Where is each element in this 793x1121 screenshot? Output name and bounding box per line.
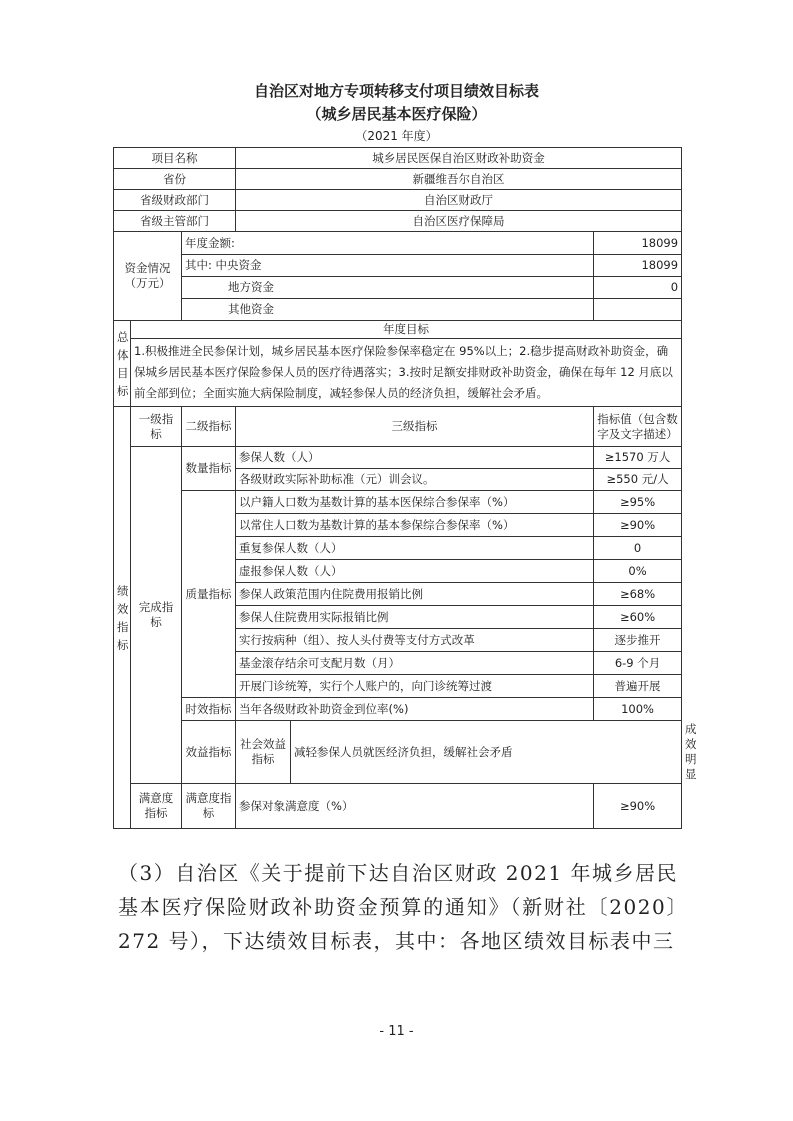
funds-label-line2: （万元） [124,276,171,290]
indicator-value: 逐步推开 [594,629,682,652]
indicator-value: ≥90% [594,784,682,829]
indicator-name: 基金滚存结余可支配月数（月） [236,652,594,675]
indicator-name: 参保人数（人） [236,447,594,469]
table-row [114,698,682,721]
quantity-indicator-label: 数量指标 [182,447,236,491]
document-subtitle: （城乡居民基本医疗保险） [306,105,487,123]
benefit-indicator-label: 效益指标 [182,721,236,784]
performance-indicator-char: 指 [117,619,129,634]
satisfaction-level2-label: 满意度指标 [182,784,236,829]
table-row [114,255,682,277]
funds-label-line1: 资金情况 [124,261,171,275]
local-funds-label: 地方资金 [182,277,594,299]
province-value: 新疆维吾尔自治区 [236,169,682,190]
indicator-value: 100% [594,698,682,721]
indicator-value: 0 [594,537,682,560]
indicator-value: ≥1570 万人 [594,447,682,469]
indicator-value: 0% [594,560,682,583]
table-row [114,277,682,299]
central-funds-value: 18099 [594,255,682,277]
table-row [114,232,682,255]
overall-goal-char: 标 [117,383,129,398]
indicator-name: 实行按病种（组）、按人头付费等支付方式改革 [236,629,594,652]
table-row [114,407,682,447]
overall-goal-char: 体 [117,347,129,362]
page-number: - 11 - [379,1024,414,1039]
indicator-value: 普遍开展 [594,675,682,698]
header-level2: 二级指标 [182,407,236,447]
indicator-name: 参保人政策范围内住院费用报销比例 [236,583,594,606]
header-level1: 一级指标 [131,407,182,447]
admin-dept-value: 自治区医疗保障局 [236,211,682,232]
indicator-name: 参保对象满意度（%） [236,784,594,829]
indicator-value: ≥90% [594,514,682,537]
header-indicator-value: 指标值（包含数字及文字描述） [594,407,682,447]
admin-dept-label: 省级主管部门 [114,211,236,232]
performance-indicator-char: 效 [117,601,129,616]
indicator-name: 开展门诊统筹，实行个人账户的，向门诊统筹过渡 [236,675,594,698]
annual-goal-text: 1.积极推进全民参保计划，城乡居民基本医疗保险参保率稳定在 95%以上；2.稳步提高财政补助资金，确保城乡居民基本医疗保险参保人员的医疗待遇落实；3.按时足额安排财政补助资金，确保在每年 12 月底以前全部到位；全面实施大病保险制度，减轻参保人员的经济负担，缓解社会矛盾。 [131,339,682,407]
performance-indicator-label [114,407,131,829]
table-row [114,169,682,190]
indicator-name: 减轻参保人员就医经济负担，缓解社会矛盾 [291,721,682,784]
indicator-value: 6-9 个月 [594,652,682,675]
header-level3: 三级指标 [236,407,594,447]
funds-label [114,232,182,321]
other-funds-value [594,299,682,321]
indicator-value: ≥68% [594,583,682,606]
overall-goal-char: 目 [117,365,129,380]
table-row [114,148,682,169]
table-row [114,784,682,829]
body-paragraph: （3）自治区《关于提前下达自治区财政 2021 年城乡居民基本医疗保险财政补助资金预算的通知》（新财社〔2020〕272 号），下达绩效目标表，其中：各地区绩效目标表中三 [118,861,678,953]
indicator-name: 各级财政实际补助标准（元）训会议。 [236,469,594,491]
indicator-value: ≥95% [594,491,682,514]
finance-dept-value: 自治区财政厅 [236,190,682,211]
project-name-label: 项目名称 [114,148,236,169]
performance-target-table [113,147,697,829]
quality-indicator-label: 质量指标 [182,491,236,698]
central-funds-label: 其中: 中央资金 [182,255,594,277]
table-row [114,339,682,407]
annual-goal-header: 年度目标 [131,321,682,339]
performance-indicator-char: 绩 [117,583,129,598]
satisfaction-level1-label: 满意度指标 [131,784,182,829]
table-row [114,321,682,339]
performance-indicator-char: 标 [117,637,129,652]
indicator-value: ≥550 元/人 [594,469,682,491]
indicator-name: 以户籍人口数为基数计算的基本医保综合参保率（%） [236,491,594,514]
table-row [114,211,682,232]
social-benefit-label: 社会效益指标 [236,721,291,784]
overall-goal-char: 总 [117,329,129,344]
indicator-name: 虚报参保人数（人） [236,560,594,583]
table-row [114,190,682,211]
timeliness-indicator-label: 时效指标 [182,698,236,721]
annual-amount-value: 18099 [594,232,682,255]
annual-amount-label: 年度金额: [182,232,594,255]
table-row: 效益指标 社会效益指标 减轻参保人员就医经济负担，缓解社会矛盾 成效明显 [114,721,682,784]
overall-goal-label [114,321,131,407]
document-year: （2021 年度） [355,129,438,143]
indicator-name: 以常住人口数为基数计算的基本参保综合参保率（%） [236,514,594,537]
other-funds-label: 其他资金 [182,299,594,321]
document-title: 自治区对地方专项转移支付项目绩效目标表 [253,82,539,100]
indicator-name: 参保人住院费用实际报销比例 [236,606,594,629]
table-row [114,491,682,514]
indicator-name: 重复参保人数（人） [236,537,594,560]
indicator-name: 当年各级财政补助资金到位率(%) [236,698,594,721]
local-funds-value: 0 [594,277,682,299]
table-row [114,299,682,321]
finance-dept-label: 省级财政部门 [114,190,236,211]
indicator-value: ≥60% [594,606,682,629]
completion-indicator-label: 完成指标 [131,447,182,784]
table-row [114,447,682,469]
province-label: 省份 [114,169,236,190]
project-name-value: 城乡居民医保自治区财政补助资金 [236,148,682,169]
